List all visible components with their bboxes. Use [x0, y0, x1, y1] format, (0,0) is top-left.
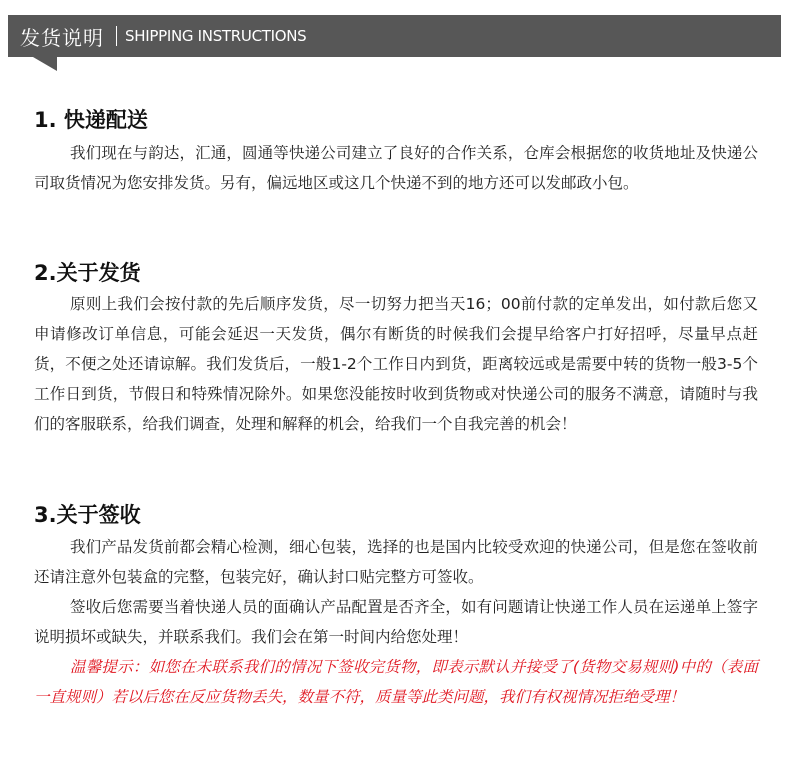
- header-tab-notch: [33, 57, 57, 71]
- section-3-title: 3.关于签收: [34, 503, 141, 527]
- header-banner: [8, 15, 781, 57]
- section-3-paragraph-1: 我们产品发货前都会精心检测，细心包装，选择的也是国内比较受欢迎的快递公司，但是您在签收前还请注意外包装盒的完整，包装完好，确认封口贴完整方可签收。: [34, 538, 758, 586]
- section-2-paragraph: 原则上我们会按付款的先后顺序发货，尽一切努力把当天16；00前付款的定单发出，如付款后您又申请修改订单信息，可能会延迟一天发货，偶尔有断货的时候我们会提早给客户打好招呼，尽量早点赶货，不便之处还请谅解。我们发货后，一般1-2个工作日内到货，距离较远或是需要中转的货物一般3-5个工作日到货，节假日和特殊情况除外。如果您没能按时收到货物或对快递公司的服务不满意，请随时与我们的客服联系，给我们调查，处理和解释的机会，给我们一个自我完善的机会！: [34, 295, 758, 433]
- warning-notice: 温馨提示：如您在未联系我们的情况下签收完货物，即表示默认并接受了(货物交易规则)中的（表面一直规则）若以后您在反应货物丢失，数量不符，质量等此类问题，我们有权视情况拒绝受理！: [34, 658, 758, 706]
- section-2-title: 2.关于发货: [34, 261, 141, 285]
- section-1-paragraph: 我们现在与韵达，汇通，圆通等快递公司建立了良好的合作关系，仓库会根据您的收货地址及快递公司取货情况为您安排发货。另有，偏远地区或这几个快递不到的地方还可以发邮政小包。: [34, 144, 758, 192]
- header-subtitle: SHIPPING INSTRUCTIONS: [125, 27, 307, 45]
- header-divider: [116, 26, 117, 46]
- section-1-title: 1. 快递配送: [34, 108, 148, 132]
- section-3-paragraph-2: 签收后您需要当着快递人员的面确认产品配置是否齐全，如有问题请让快递工作人员在运递单上签字说明损坏或缺失，并联系我们。我们会在第一时间内给您处理！: [34, 598, 758, 646]
- header-title: 发货说明: [20, 25, 104, 50]
